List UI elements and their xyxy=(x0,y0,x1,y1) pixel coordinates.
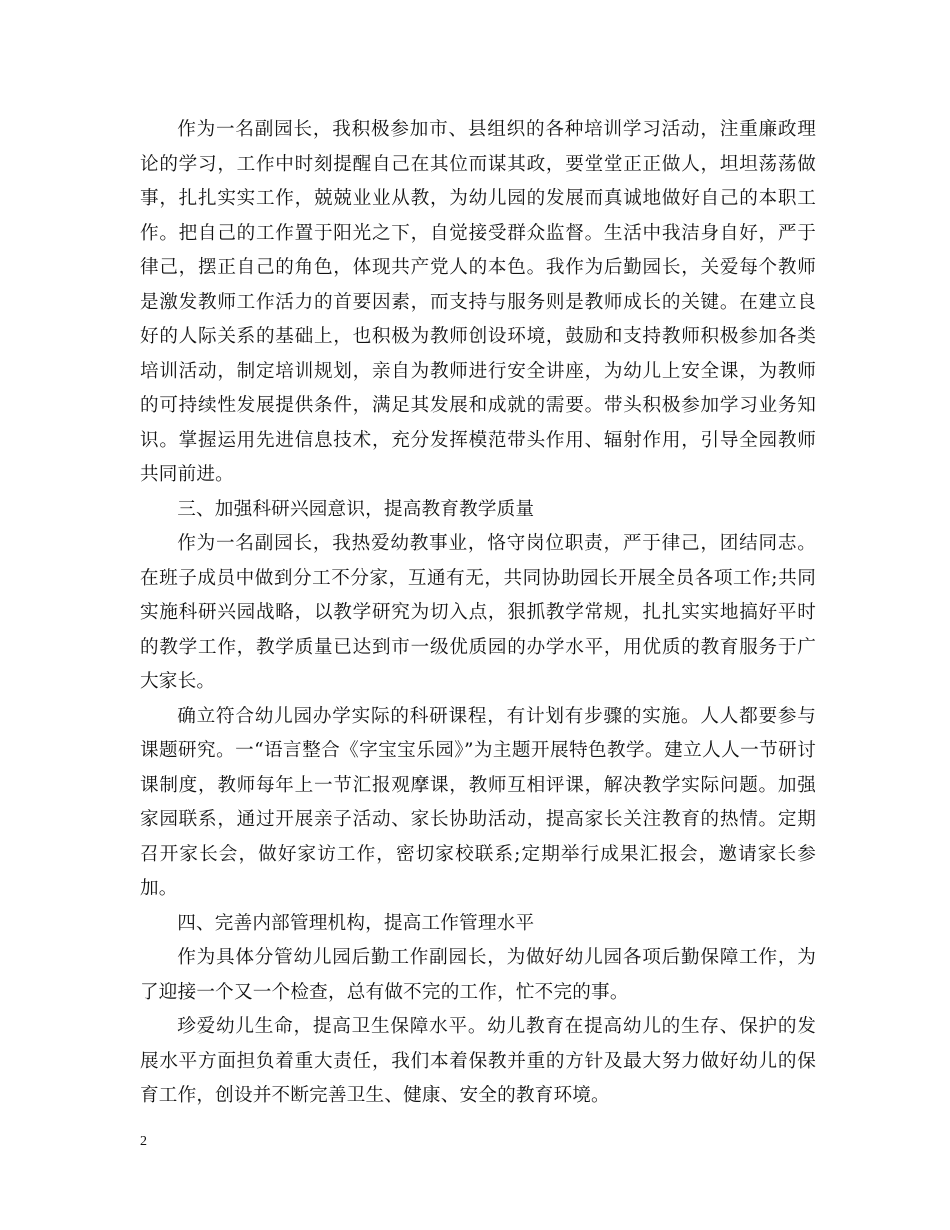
paragraph-duties-and-training: 作为一名副园长，我积极参加市、县组织的各种培训学习活动，注重廉政理论的学习，工作中时刻提醒自己在其位而谋其政，要堂堂正正做人，坦坦荡荡做事，扎扎实实工作，兢兢业业从教，为幼儿园的发展而真诚地做好自己的本职工作。把自己的工作置于阳光之下，自觉接受群众监督。生活中我洁身自好，严于律己，摆正自己的角色，体现共产党人的本色。我作为后勤园长，关爱每个教师是激发教师工作活力的首要因素，而支持与服务则是教师成长的关键。在建立良好的人际关系的基础上，也积极为教师创设环境，鼓励和支持教师积极参加各类培训活动，制定培训规划，亲自为教师进行安全讲座，为幼儿上安全课，为教师的可持续性发展提供条件，满足其发展和成就的需要。带头积极参加学习业务知识。掌握运用先进信息技术，充分发挥模范带头作用、辐射作用，引导全园教师共同前进。 xyxy=(140,119,816,485)
document-body xyxy=(140,113,816,1114)
paragraph-health-safety: 珍爱幼儿生命，提高卫生保障水平。幼儿教育在提高幼儿的生存、保护的发展水平方面担负着重大责任，我们本着保教并重的方针及最大努力做好幼儿的保育工作，创设并不断完善卫生、健康、安全的教育环境。 xyxy=(140,1016,816,1106)
section-heading-three: 三、加强科研兴园意识，提高教育教学质量 xyxy=(177,498,535,520)
paragraph-research-curriculum: 确立符合幼儿园办学实际的科研课程，有计划有步骤的实施。人人都要参与课题研究。一“语言整合《字宝宝乐园》”为主题开展特色教学。建立人人一节研讨课制度，教师每年上一节汇报观摩课，教师互相评课，解决教学实际问题。加强家园联系，通过开展亲子活动、家长协助活动，提高家长关注教育的热情。定期召开家长会，做好家访工作，密切家校联系;定期举行成果汇报会，邀请家长参加。 xyxy=(140,705,816,899)
page-number: 2 xyxy=(140,1134,147,1149)
section-heading-four: 四、完善内部管理机构，提高工作管理水平 xyxy=(177,912,535,934)
paragraph-teaching-quality: 作为一名副园长，我热爱幼教事业，恪守岗位职责，严于律己，团结同志。在班子成员中做到分工不分家，互通有无，共同协助园长开展全员各项工作;共同实施科研兴园战略，以教学研究为切入点，狠抓教学常规，扎扎实实地搞好平时的教学工作，教学质量已达到市一级优质园的办学水平，用优质的教育服务于广大家长。 xyxy=(140,533,816,692)
paragraph-logistics-work: 作为具体分管幼儿园后勤工作副园长，为做好幼儿园各项后勤保障工作，为了迎接一个又一个检查，总有做不完的工作，忙不完的事。 xyxy=(140,947,816,1003)
